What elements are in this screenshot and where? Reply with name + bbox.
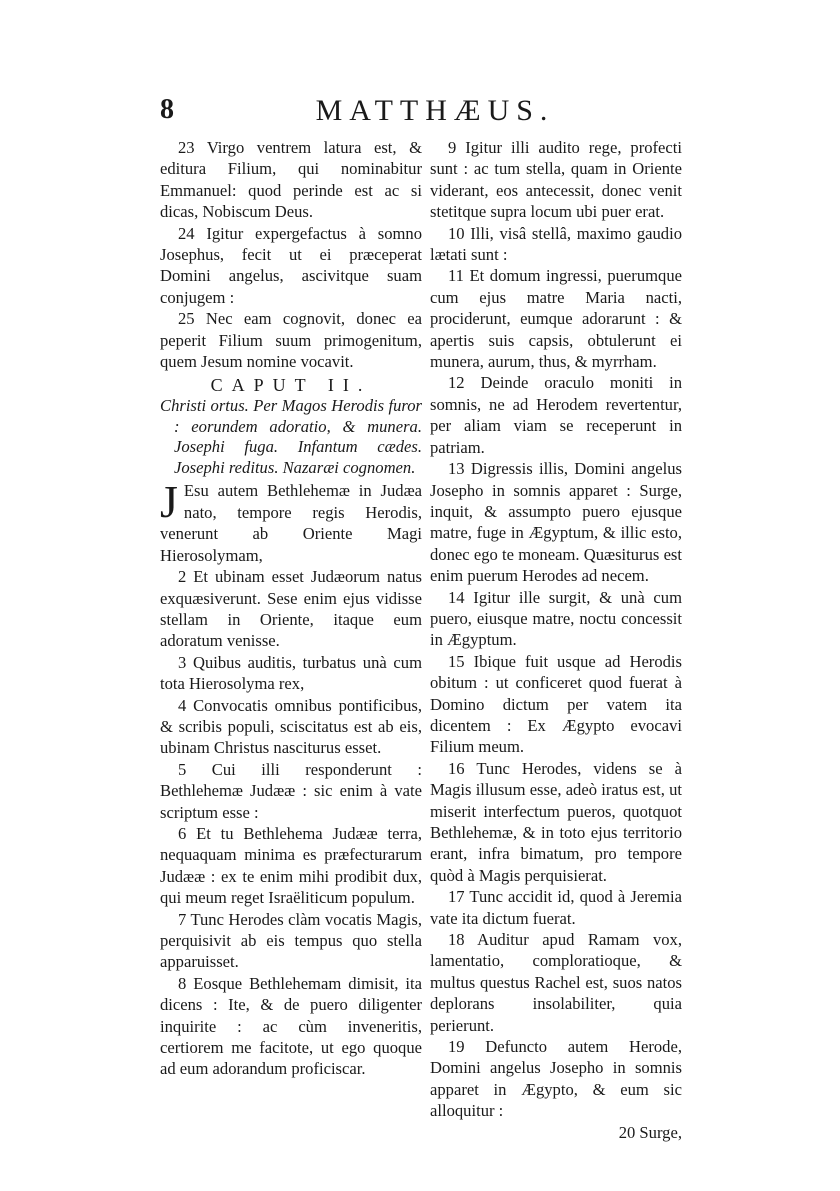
verse-paragraph: 16 Tunc Herodes, videns se à Magis illusum esse, adeò iratus est, ut miserit interfectum pueros, quotquot Bethlehemæ, & in toto ejus territorio erant, infra bimatum, pro tempore quòd à Magis perquisierat. [430, 758, 682, 885]
left-column [160, 137, 422, 1080]
verse-paragraph: 4 Convocatis omnibus pontificibus, & scribis populi, sciscitatus est ab eis, ubinam Christus nasciturus esset. [160, 695, 422, 758]
verse-paragraph: 14 Igitur ille surgit, & unà cum puero, eiusque matre, noctu concessit in Ægyptum. [430, 587, 682, 650]
verse-paragraph: 6 Et tu Bethlehema Judææ terra, nequaquam minima es præfecturarum Judææ : ex te enim mihi prodibit dux, qui meum reget Israëliticum populum. [160, 823, 422, 908]
verse-paragraph: 19 Defuncto autem Herode, Domini angelus Josepho in somnis apparet in Ægypto, & eum sic alloquitur : [430, 1037, 682, 1121]
verse-paragraph: 2 Et ubinam esset Judæorum natus exquæsiverunt. Sese enim ejus vidisse stellam in Oriente, itaque eum adoratum venisse. [160, 567, 422, 651]
verse-paragraph: 8 Eosque Bethlehemam dimisit, ita dicens : Ite, & de puero diligenter inquirite : ac cùm inveneritis, certiorem me facitote, ut ego quoque ad eum adorandum proficiscar. [160, 973, 422, 1079]
page-header [160, 94, 690, 134]
verse-paragraph: 25 Nec eam cognovit, donec ea peperit Filium suum primogenitum, quem Jesum nomine vocavit. [160, 309, 422, 372]
verse-paragraph: 12 Deinde oraculo moniti in somnis, ne ad Herodem revertentur, per aliam viam se receperunt in patriam. [430, 373, 682, 457]
verse-paragraph: 3 Quibus auditis, turbatus unà cum tota Hierosolyma rex, [160, 652, 422, 694]
verse-paragraph: 9 Igitur illi audito rege, profecti sunt : ac tum stella, quam in Oriente viderant, eos antecessit, donec venit stetitque supra locum ubi puer erat. [430, 138, 682, 222]
verse-paragraph: 7 Tunc Herodes clàm vocatis Magis, perquisivit ab eis tempus quo stella apparuisset. [160, 909, 422, 972]
right-column [430, 137, 682, 1143]
chapter-summary: Christi ortus. Per Magos Herodis furor : eorundem adoratio, & munera. Josephi fuga. Infantum cædes. Josephi reditus. Nazaræi cognomen. [160, 396, 422, 477]
verse-paragraph: 23 Virgo ventrem latura est, & editura Filium, qui nominabitur Emmanuel: quod perinde est ac si dicas, Nobiscum Deus. [160, 138, 422, 222]
verse-paragraph: 5 Cui illi responderunt : Bethlehemæ Judææ : sic enim à vate scriptum esse : [160, 759, 422, 822]
verse-paragraph: 10 Illi, visâ stellâ, maximo gaudio lætati sunt : [430, 223, 682, 265]
verse-paragraph: 13 Digressis illis, Domini angelus Josepho in somnis apparet : Surge, inquit, & assumpto puero ejusque matre, fuge in Ægyptum, & illic esto, donec ego te moneam. Quæsiturus est enim puerum Herodes ad necem. [430, 459, 682, 586]
first-verse [160, 476, 422, 566]
catchword: 20 Surge, [618, 1122, 682, 1142]
verse-paragraph: 24 Igitur expergefactus à somno Josephus, fecit ut ei præceperat Domini angelus, ascivitque suam conjugem : [160, 223, 422, 307]
verse-paragraph: 15 Ibique fuit usque ad Herodis obitum : ut conficeret quod fuerat à Domino dictum per vatem ita dicentem : Ex Ægypto evocavi Filium meum. [430, 651, 682, 757]
first-verse-text: Esu autem Bethlehemæ in Judæa nato, tempore regis Herodis, venerunt ab Oriente Magi Hierosolymam, [160, 481, 422, 565]
page-number: 8 [160, 94, 174, 125]
running-title: MATTHÆUS. [315, 94, 555, 127]
verse-paragraph: 11 Et domum ingressi, puerumque cum ejus matre Maria nacti, prociderunt, eumque adorarunt : & apertis suis capsis, obtulerunt ei munera, aurum, thus, & myrrham. [430, 266, 682, 372]
drop-cap: J [160, 476, 178, 528]
verse-paragraph: 18 Auditur apud Ramam vox, lamentatio, comploratioque, & multus questus Rachel est, suos natos deplorans insolabiliter, quia perierunt. [430, 930, 682, 1035]
verse-paragraph: 17 Tunc accidit id, quod à Jeremia vate ita dictum fuerat. [430, 887, 682, 928]
chapter-heading: CAPUT II. [210, 375, 372, 396]
